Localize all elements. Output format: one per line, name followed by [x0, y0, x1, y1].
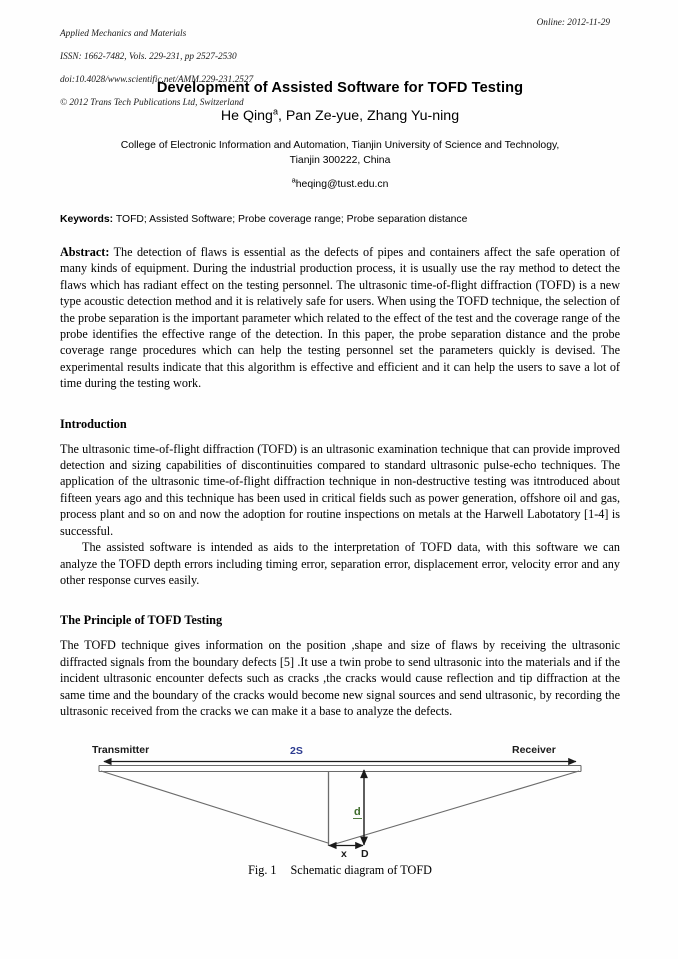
page-content [60, 18, 620, 878]
author-name-first: He Qing [220, 108, 273, 124]
figure-number: Fig. 1 [248, 863, 277, 878]
abstract [60, 244, 620, 392]
keywords-line [60, 213, 620, 227]
journal-name: Applied Mechanics and Materials [60, 29, 187, 40]
affiliation-line-1: College of Electronic Information and Automation, Tianjin University of Science and Technology, [120, 140, 560, 151]
paper-title: Development of Assisted Software for TOFD Testing [156, 80, 524, 96]
figure-caption [60, 863, 620, 878]
author-affiliation-marker: a [272, 106, 278, 117]
figure-1 [60, 739, 620, 857]
ray-defect-to-receiver [335, 771, 579, 844]
corresponding-email [60, 175, 620, 190]
figure-label-receiver: Receiver [512, 744, 556, 757]
section-heading-principle: The Principle of TOFD Testing [60, 613, 223, 628]
keywords-value: TOFD; Assisted Software; Probe coverage range; Probe separation distance [113, 214, 468, 225]
keywords-label: Keywords: [60, 214, 114, 225]
figure-caption-text: Schematic diagram of TOFD [290, 863, 432, 878]
section-heading-introduction: Introduction [60, 416, 127, 431]
journal-metadata [60, 18, 253, 121]
introduction-paragraph-1: The ultrasonic time-of-flight diffraction (TOFD) is an ultrasonic examination technique that can provide improved detection and sizing capabilities of discontinuities compared to standard ultrasonic pulse-echo techniques. The application of the ultrasonic time-of-flight diffraction technique in non-destructive testing was itntroduced about fifteen years ago and this technique has been used in critical fields such as power generation, offshore oil and gas, process plant and so on and now the adoption for routine inspections on metals at the Harwell Labotatory [1-4] is successful. [60, 441, 620, 538]
principle-paragraph-1: The TOFD technique gives information on the position ,shape and size of flaws by receiving the ultrasonic diffracted signals from the boundary defects [5] .It use a twin probe to send ultrasonic into the materials and if the incident ultrasonic encounter defects such as cracks ,the cracks would cause reflection and tip diffraction at the same time and the boundary of the cracks would become new signal sources and send ultrasonic, by recording the ultrasonic received from the cracks we can make it a base to analyze the defects. [60, 638, 620, 718]
issn-volume: ISSN: 1662-7482, Vols. 229-231, pp 2527-2530 [60, 52, 237, 63]
affiliation [60, 138, 620, 168]
ray-transmitter-to-defect [101, 771, 328, 843]
figure-label-defect: D [361, 848, 369, 858]
introduction-paragraph-2: The assisted software is intended as aids to the interpretation of TOFD data, with this software we can analyze the TOFD depth errors including timing error, separation error, displacement error, velocity error and any other response curves easily. [60, 540, 620, 587]
figure-label-offset: x [341, 848, 347, 858]
abstract-label: Abstract: [60, 245, 110, 259]
author-names-rest: , Pan Ze-yue, Zhang Yu-ning [277, 108, 460, 124]
abstract-text: The detection of flaws is essential as the defects of pipes and containers affect the safe operation of many kinds of equipment. During the industrial production process, it is usually use the ray method to detect the flaws which has radiant effect on the testing personnel. The ultrasonic time-of-flight diffraction (TOFD) is a new type acoustic detection method and it is relatively safe for users. When using the TOFD technique, the selection of the probe separation is the important parameter which related to the effect of the test and the coverage range of the probe identifies the effective range of the detection. In this paper, the probe separation distance and the probe coverage range procedures which can help the testing personnel set the parameters quickly is devised. The experimental results indicate that this algorithm is effective and efficient and it can help the users to save a lot of time during the testing work. [60, 245, 620, 391]
figure-label-transmitter: Transmitter [92, 744, 150, 757]
tofd-schematic-diagram [60, 739, 620, 857]
email-address: heqing@tust.edu.cn [295, 179, 389, 190]
figure-label-separation: 2S [290, 745, 303, 758]
email-affiliation-marker: a [291, 175, 296, 185]
online-date: Online: 2012-11-29 [536, 18, 610, 28]
copyright: © 2012 Trans Tech Publications Ltd, Switzerland [60, 97, 244, 108]
doi: doi:10.4028/www.scientific.net/AMM.229-231.2527 [60, 75, 254, 86]
figure-label-depth: d [354, 806, 361, 819]
affiliation-line-2: Tianjin 300222, China [289, 155, 391, 166]
